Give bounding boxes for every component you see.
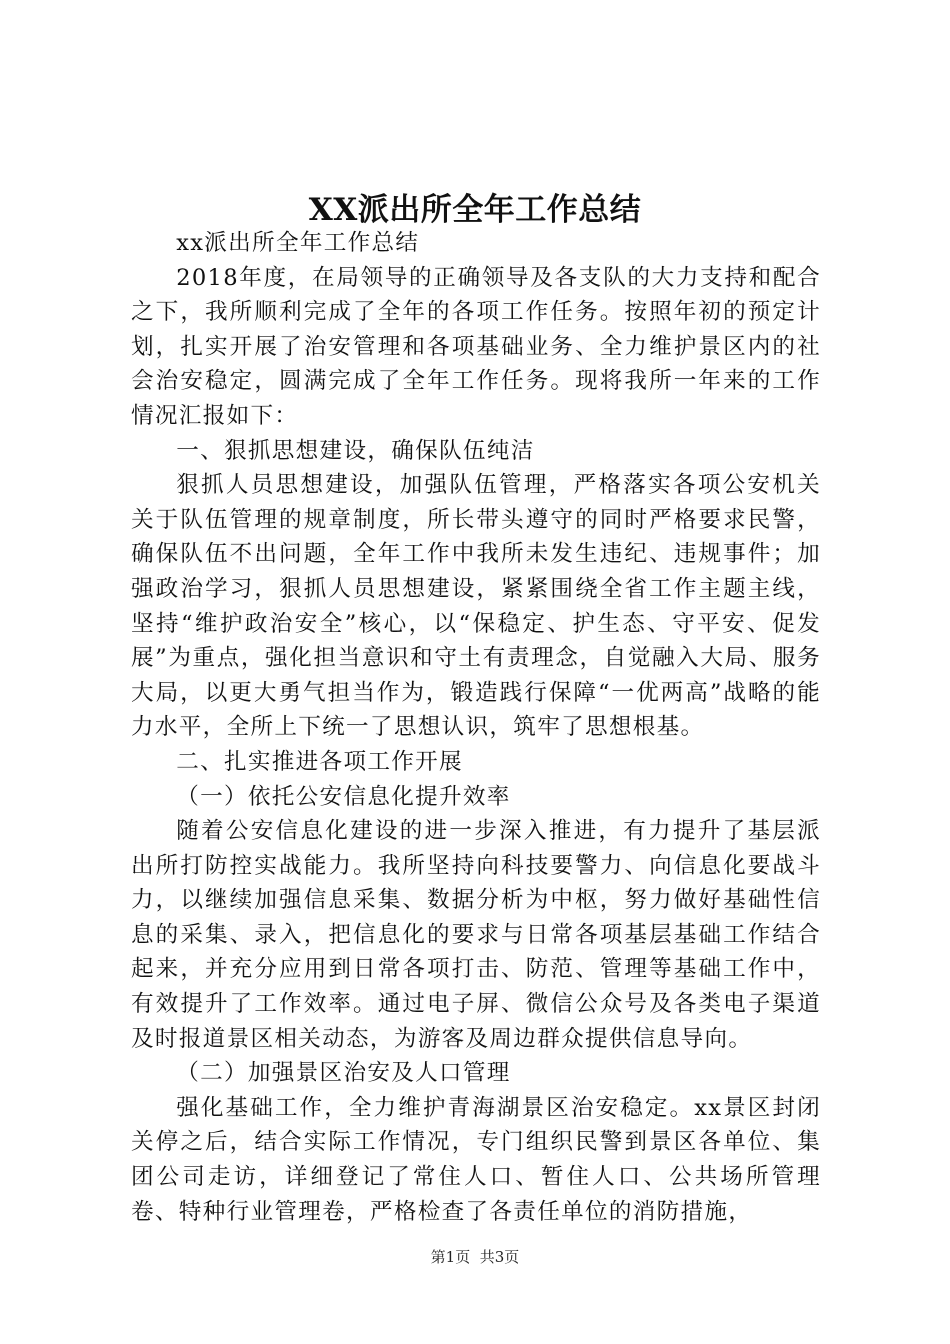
document-title: XX派出所全年工作总结 bbox=[308, 192, 642, 228]
paragraph-intro: 2018年度，在局领导的正确领导及各支队的大力支持和配合之下，我所顺利完成了全年的各项工作任务。按照年初的预定计划，扎实开展了治安管理和各项基础业务、全力维护景区内的社会治安稳定，圆满完成了全年工作任务。现将我所一年来的工作情况汇报如下： bbox=[131, 264, 821, 429]
document-body bbox=[131, 226, 821, 1229]
subsection-heading-2: （二）加强景区治安及人口管理 bbox=[176, 1060, 511, 1087]
section-heading-2: 二、扎实推进各项工作开展 bbox=[176, 748, 463, 775]
page-total: 共3页 bbox=[479, 1248, 520, 1266]
page-number: 第1页 bbox=[430, 1248, 471, 1266]
page-footer bbox=[0, 1245, 950, 1269]
paragraph-subsection-1: 随着公安信息化建设的进一步深入推进，有力提升了基层派出所打防控实战能力。我所坚持向科技要警力、向信息化要战斗力，以继续加强信息采集、数据分析为中枢，努力做好基础性信息的采集、录入，把信息化的要求与日常各项基层基础工作结合起来，并充分应用到日常各项打击、防范、管理等基础工作中，有效提升了工作效率。通过电子屏、微信公众号及各类电子渠道及时报道景区相关动态，为游客及周边群众提供信息导向。 bbox=[131, 818, 821, 1052]
subsection-heading-1: （一）依托公安信息化提升效率 bbox=[176, 783, 511, 810]
paragraph-subtitle: xx派出所全年工作总结 bbox=[176, 230, 420, 256]
paragraph-subsection-2: 强化基础工作，全力维护青海湖景区治安稳定。xx景区封闭关停之后，结合实际工作情况，专门组织民警到景区各单位、集团公司走访，详细登记了常住人口、暂住人口、公共场所管理卷、特种行业管理卷，严格检查了各责任单位的消防措施， bbox=[131, 1094, 821, 1225]
section-heading-1: 一、狠抓思想建设，确保队伍纯洁 bbox=[176, 437, 535, 464]
paragraph-section-1: 狠抓人员思想建设，加强队伍管理，严格落实各项公安机关关于队伍管理的规章制度，所长带头遵守的同时严格要求民警，确保队伍不出问题，全年工作中我所未发生违纪、违规事件；加强政治学习，狠抓人员思想建设，紧紧围绕全省工作主题主线，坚持“维护政治安全”核心，以“保稳定、护生态、守平安、促发展”为重点，强化担当意识和守土有责理念，自觉融入大局、服务大局，以更大勇气担当作为，锻造践行保障“一优两高”战略的能力水平，全所上下统一了思想认识，筑牢了思想根基。 bbox=[131, 472, 821, 741]
